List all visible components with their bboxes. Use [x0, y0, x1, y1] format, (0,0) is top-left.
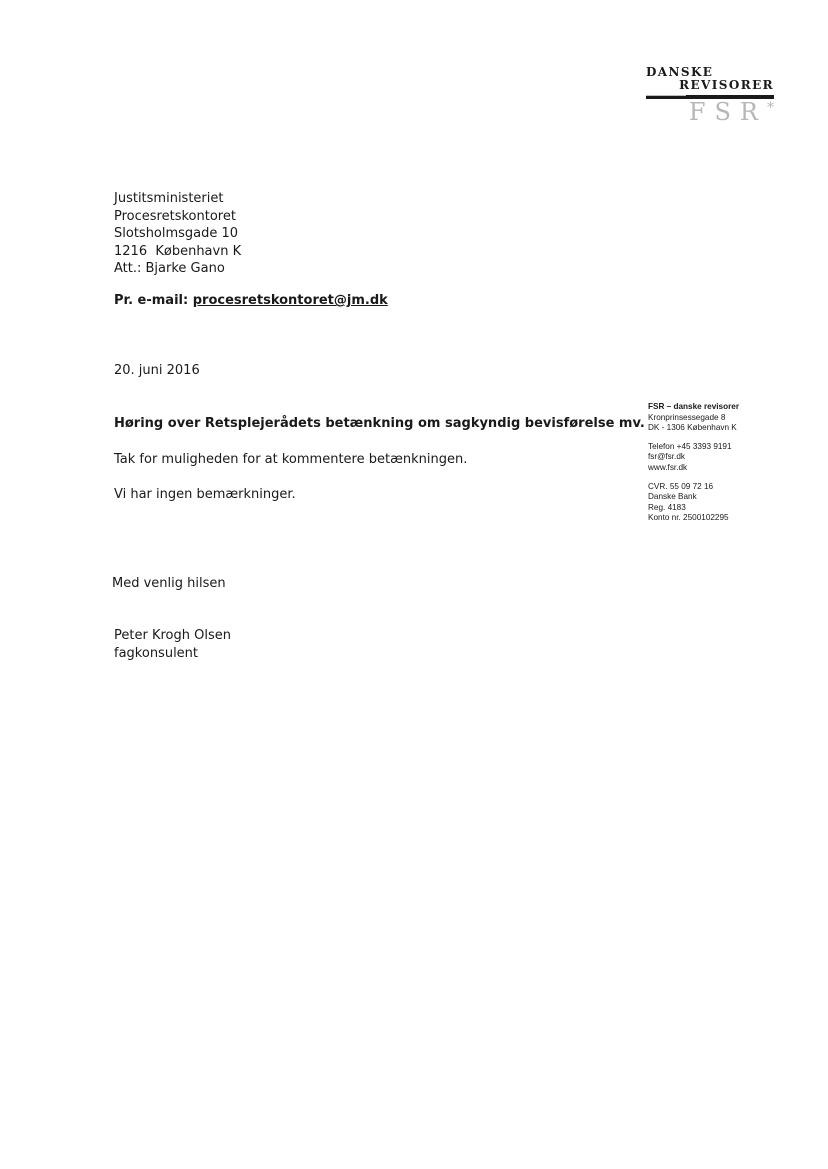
- sender-org: FSR – danske revisorer: [648, 402, 740, 411]
- recipient-line: Procesretskontoret: [114, 208, 236, 224]
- sender-info-sidebar: [648, 402, 739, 532]
- closing-greeting: Med venlig hilsen: [112, 576, 226, 591]
- recipient-line: 1216 København K: [114, 243, 242, 259]
- signer-title: fagkonsulent: [114, 645, 199, 661]
- sender-web: www.fsr.dk: [648, 462, 688, 472]
- recipient-address: [114, 190, 241, 278]
- recipient-line: Slotsholmsgade 10: [114, 226, 239, 241]
- logo-mark: [646, 98, 774, 126]
- signature-block: [114, 627, 231, 662]
- recipient-line: Att.: Bjarke Gano: [114, 261, 225, 276]
- body-paragraph: Tak for muligheden for at kommentere betænkningen.: [114, 452, 468, 467]
- email-link[interactable]: procesretskontoret@jm.dk: [192, 293, 388, 308]
- signer-name: Peter Krogh Olsen: [114, 628, 231, 643]
- letter-subject: Høring over Retsplejerådets betænkning om sagkyndig bevisførelse mv.: [114, 416, 645, 431]
- logo-divider: [646, 95, 686, 96]
- sender-email: fsr@fsr.dk: [648, 452, 685, 462]
- sender-cvr: CVR. 55 09 72 16: [648, 481, 714, 491]
- sender-account: Konto nr. 2500102295: [648, 513, 729, 523]
- sender-bank: Danske Bank: [648, 492, 697, 502]
- company-logo: [646, 65, 774, 126]
- logo-mark-asterisk: *: [767, 100, 774, 116]
- sender-phone: Telefon +45 3393 9191: [648, 441, 732, 451]
- sender-reg: Reg. 4183: [648, 502, 686, 512]
- sender-street: Kronprinsessegade 8: [648, 412, 726, 422]
- body-paragraph: Vi har ingen bemærkninger.: [114, 487, 296, 502]
- letter-date: 20. juni 2016: [114, 363, 200, 378]
- logo-mark-text: FSR: [688, 98, 767, 126]
- recipient-line: Justitsministeriet: [114, 191, 224, 206]
- logo-text-danske: DANSKE: [646, 65, 714, 79]
- sender-city: DK - 1306 København K: [648, 423, 737, 433]
- email-line: [114, 292, 388, 310]
- logo-text-revisorer: REVISORER: [679, 78, 774, 92]
- email-label: Pr. e-mail:: [114, 293, 189, 308]
